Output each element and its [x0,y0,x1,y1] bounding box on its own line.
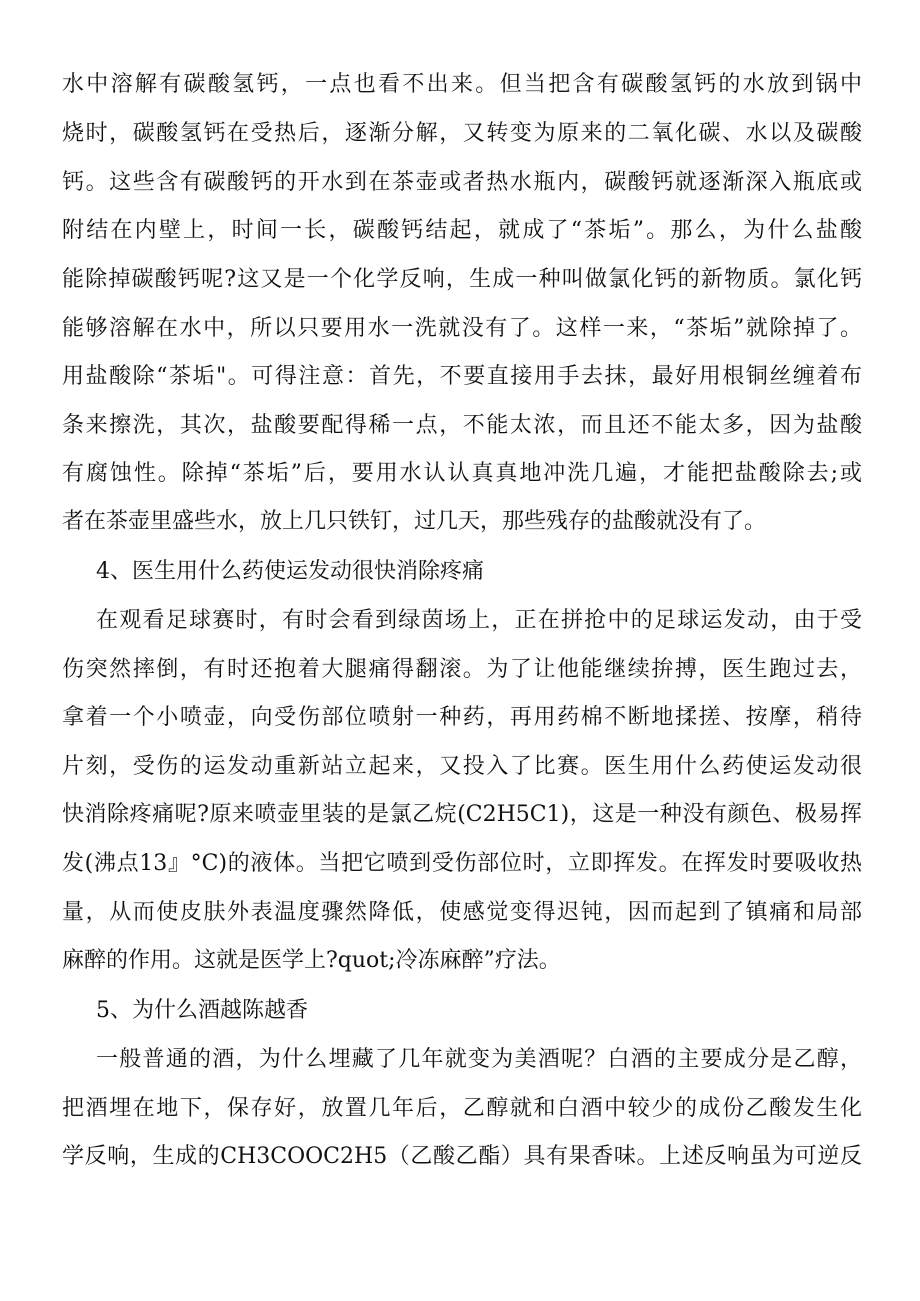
paragraph-2-line-8: 麻醉的作用。这就是医学上?quot;冷冻麻醉”疗法。 [62,948,561,973]
paragraph-3-line-2: 把酒埋在地下，保存好，放置几年后，乙醇就和白酒中较少的成份乙酸发生化 [62,1096,862,1121]
section-heading-4: 4、医生用什么药使运发动很快消除疼痛 [96,559,484,584]
paragraph-1-line-3: 钙。这些含有碳酸钙的开水到在茶壶或者热水瓶内，碳酸钙就逐渐深入瓶底或 [62,170,862,195]
paragraph-1-line-9: 有腐蚀性。除掉“茶垢”后，要用水认认真真地冲洗几遍，才能把盐酸除去;或 [62,461,862,486]
paragraph-2-line-3: 拿着一个小喷壶，向受伤部位喷射一种药，再用药棉不断地揉搓、按摩，稍待 [62,705,862,730]
paragraph-2-line-6: 发(沸点13』°C)的液体。当把它喷到受伤部位时，立即挥发。在挥发时要吸收热 [62,851,862,876]
paragraph-1-line-6: 能够溶解在水中，所以只要用水一洗就没有了。这样一来，“茶垢”就除掉了。 [62,316,862,341]
paragraph-1-line-7: 用盐酸除“茶垢"。可得注意：首先，不要直接用手去抹，最好用根铜丝缠着布 [62,364,862,389]
paragraph-1-line-2: 烧时，碳酸氢钙在受热后，逐渐分解，又转变为原来的二氧化碳、水以及碳酸 [62,121,862,146]
paragraph-1-line-8: 条来擦洗，其次，盐酸要配得稀一点，不能太浓，而且还不能太多，因为盐酸 [62,413,862,438]
paragraph-3-line-3: 学反响，生成的CH3COOC2H5（乙酸乙酯）具有果香味。上述反响虽为可逆反 [62,1144,862,1169]
paragraph-1-line-1: 水中溶解有碳酸氢钙，一点也看不出来。但当把含有碳酸氢钙的水放到锅中 [62,72,862,97]
paragraph-1-line-4: 附结在内壁上，时间一长，碳酸钙结起，就成了“茶垢”。那么，为什么盐酸 [62,218,862,243]
paragraph-2-line-2: 伤突然摔倒，有时还抱着大腿痛得翻滚。为了让他能继续拚搏，医生跑过去， [62,657,862,682]
paragraph-2-line-4: 片刻，受伤的运发动重新站立起来，又投入了比赛。医生用什么药使运发动很 [62,754,862,779]
paragraph-1-line-10: 者在茶壶里盛些水，放上几只铁钉，过几天，那些残存的盐酸就没有了。 [62,509,767,534]
paragraph-3-line-1: 一般普通的酒，为什么埋藏了几年就变为美酒呢？白酒的主要成分是乙醇， [96,1047,862,1072]
paragraph-1-line-5: 能除掉碳酸钙呢?这又是一个化学反响，生成一种叫做氯化钙的新物质。氯化钙 [62,267,862,292]
section-heading-5: 5、为什么酒越陈越香 [96,998,308,1023]
paragraph-2-line-7: 量，从而使皮肤外表温度骤然降低，使感觉变得迟钝，因而起到了镇痛和局部 [62,900,862,925]
paragraph-2-line-5: 快消除疼痛呢?原来喷壶里装的是氯乙烷(C2H5C1)，这是一种没有颜色、极易挥 [62,802,862,827]
paragraph-2-line-1: 在观看足球赛时，有时会看到绿茵场上，正在拼抢中的足球运发动，由于受 [96,608,862,633]
